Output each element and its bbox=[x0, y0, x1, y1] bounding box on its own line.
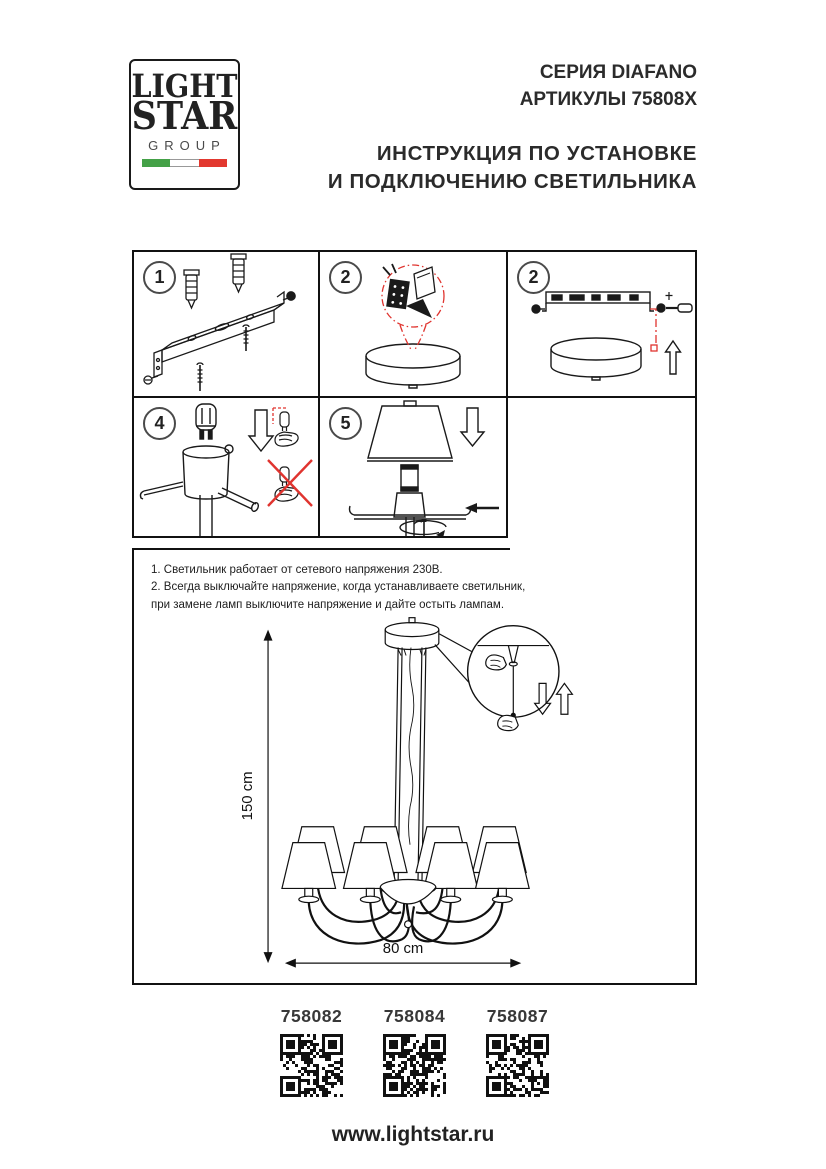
step-number-badge: 4 bbox=[143, 407, 176, 440]
articles-label: АРТИКУЛЫ 75808X bbox=[519, 88, 697, 110]
flag-red-segment bbox=[199, 159, 227, 167]
title-line-2: И ПОДКЛЮЧЕНИЮ СВЕТИЛЬНИКА bbox=[327, 169, 697, 193]
product-item bbox=[280, 1006, 343, 1097]
step-number-badge: 5 bbox=[329, 407, 362, 440]
safety-note-2-cont: при замене ламп выключите напряжение и дайте остыть лампам. bbox=[151, 598, 505, 611]
height-dimension-label: 150 cm bbox=[240, 771, 257, 821]
logo-text-star: STAR bbox=[131, 93, 238, 139]
flag-white-segment bbox=[170, 159, 198, 167]
safety-note-2: 2. Всегда выключайте напряжение, когда устанавливаете светильник, bbox=[151, 581, 526, 594]
website-footer: www.lightstar.ru bbox=[331, 1123, 495, 1146]
dimensions-diagram-box bbox=[132, 548, 697, 985]
qr-code bbox=[280, 1034, 343, 1097]
step-panel-4 bbox=[132, 396, 320, 538]
step-panel-5 bbox=[318, 396, 508, 538]
document-title bbox=[328, 140, 697, 195]
step-number-badge: 1 bbox=[143, 261, 176, 294]
product-code: 758084 bbox=[383, 1006, 446, 1026]
product-item bbox=[383, 1006, 446, 1097]
width-dimension-label: 80 cm bbox=[382, 941, 424, 958]
grid-right-border-segment bbox=[695, 398, 697, 548]
product-code: 758087 bbox=[486, 1006, 549, 1026]
italian-flag-bar bbox=[142, 159, 227, 167]
step-panel-3 bbox=[506, 250, 697, 398]
flag-green-segment bbox=[142, 159, 170, 167]
step-panel-2 bbox=[318, 250, 508, 398]
product-code: 758082 bbox=[280, 1006, 343, 1026]
title-line-1: ИНСТРУКЦИЯ ПО УСТАНОВКЕ bbox=[376, 142, 697, 165]
safety-note-1: 1. Светильник работает от сетевого напряжения 230В. bbox=[151, 564, 443, 576]
step-panel-1 bbox=[132, 250, 320, 398]
chandelier-dimension-diagram bbox=[134, 548, 695, 983]
step-number-badge: 2 bbox=[517, 261, 550, 294]
logo-text-group: GROUP bbox=[148, 138, 226, 154]
header-series-block bbox=[520, 60, 697, 114]
step-number-badge: 2 bbox=[329, 261, 362, 294]
lightstar-logo bbox=[129, 59, 240, 190]
product-item bbox=[486, 1006, 549, 1097]
qr-code bbox=[486, 1034, 549, 1097]
series-label: СЕРИЯ DIAFANO bbox=[539, 62, 697, 83]
qr-code bbox=[383, 1034, 446, 1097]
logo-text-light: LIGHT bbox=[131, 67, 238, 105]
product-codes-row bbox=[132, 1006, 697, 1097]
